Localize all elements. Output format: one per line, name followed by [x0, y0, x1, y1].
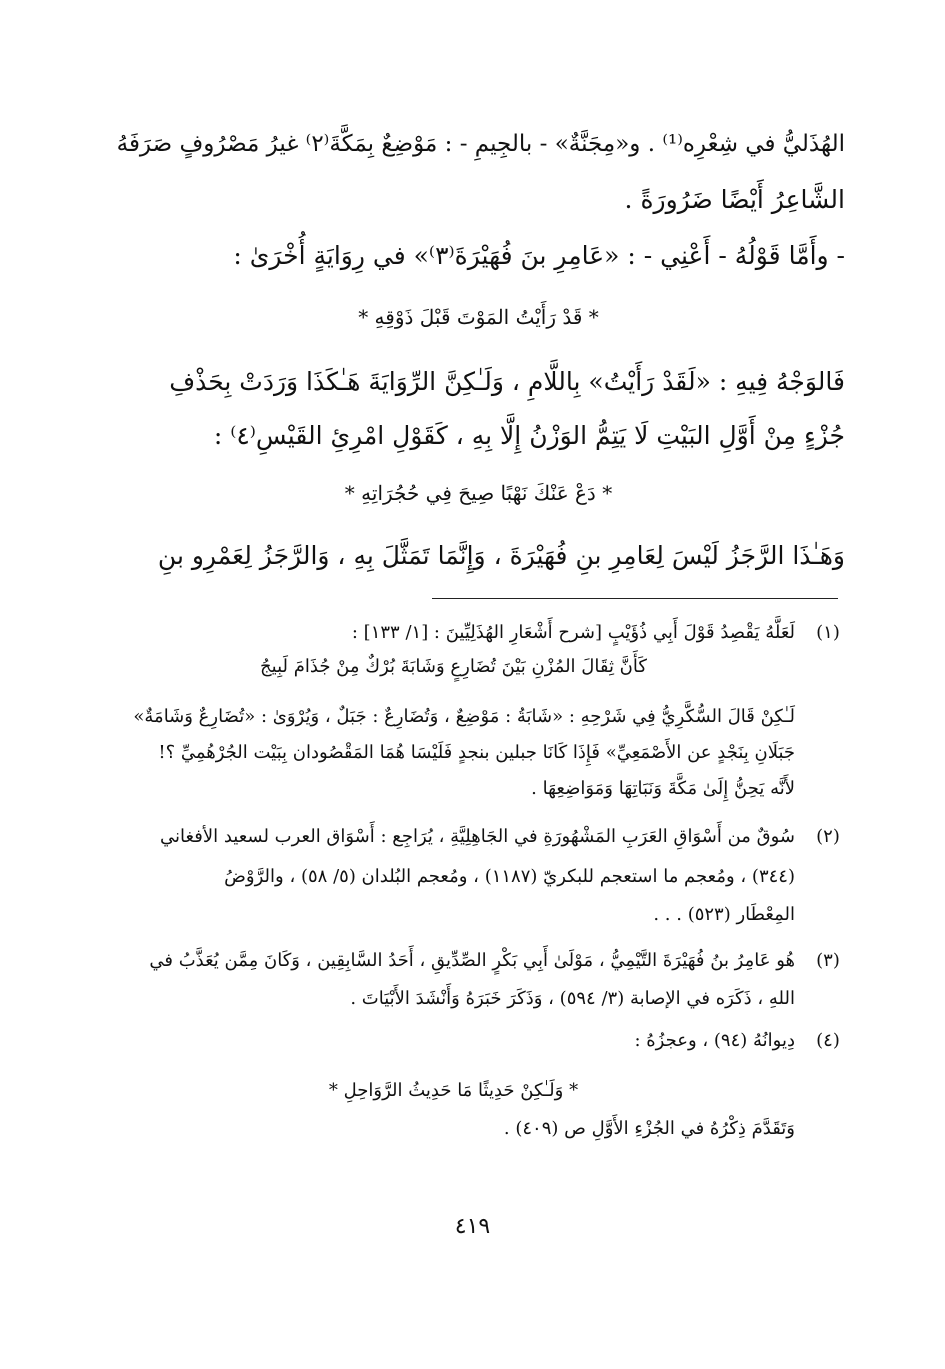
main-text-line-2: الشَّاعِرُ أَيْضًا ضَرُورَةً . [624, 185, 845, 214]
footnote-number: (١) [816, 622, 840, 643]
footnote-number: (٢) [816, 826, 840, 847]
footnote-separator [432, 598, 838, 599]
footnote-line: (٣٤٤) ، ومُعجم ما استعجم للبكريّ (١١٨٧) ، ومُعجم البُلدان (٥/ ٥٨) ، والرَّوْضُ [224, 866, 795, 887]
main-text-line-1: الهُذَليُّ في شِعْرِه⁽¹⁾ . و«مِجَنَّةٌ» - بالجِيمِ - : مَوْضِعٌ بِمَكَّةَ⁽٢⁾ غيرُ مَصْرُوفٍ صَرَفَهُ [116, 131, 845, 157]
verse-quote-2: * دَعْ عَنْكَ نَهْبًا صِيحَ فِي حُجُرَاتِهِ * [344, 481, 613, 505]
footnote-line: وَتَقَدَّمَ ذِكْرُهُ في الجُزْءِ الأَوَّلِ ص (٤٠٩) . [503, 1118, 795, 1139]
footnote-line: دِيوانُهُ (٩٤) ، وعجزُهُ : [634, 1030, 795, 1051]
main-text-line-4: فَالوَجْهُ فِيهِ : «لَقَدْ رَأَيْتُ» بِاللَّامِ ، وَلَـٰكِنَّ الرِّوَايَةَ هَـٰكَذَا وَرَدَتْ بِحَذْفِ [169, 367, 845, 396]
page-number: ٤١٩ [454, 1214, 491, 1239]
footnote-line: سُوقٌ من أَسْوَاقِ العَرَبِ المَشْهُورَةِ في الجَاهِلِيَّةِ ، يُرَاجِع : أَسْوَاق العرب لسعيد الأفغاني [160, 826, 795, 847]
verse-quote-1: * قَدْ رَأَيْتُ المَوْتَ قَبْلَ ذَوْقِهِ * [358, 305, 599, 329]
footnote-verse: كَأَنَّ ثِقَالَ المُزْنِ بَيْنَ تُضَارِعٍ وَشَابَةَ بُرْكٌ مِنْ جُذَامَ لَبِيجُ [260, 656, 647, 677]
footnote-line: اللهِ ، ذَكَرَه في الإصابة (٣/ ٥٩٤) ، وَذَكَرَ خَبَرَهُ وَأَنْشَدَ الأَبْيَاتَ . [350, 988, 795, 1009]
footnote-line: المِعْطَار (٥٢٣) . . . [653, 904, 795, 925]
footnote-line: هُو عَامِرُ بنُ فُهَيْرَةَ التَّيْمِيُّ ، مَوْلَىٰ أَبِي بَكْرٍ الصِّدِّيقِ ، أَحَدُ السَّابِقِين ، وَكَانَ مِمَّن يُعَذَّبُ في [149, 950, 795, 971]
footnote-line: لَـٰكِنْ قَالَ السُّكَّرِيُّ فِي شَرْحِهِ : «شَابَةُ : مَوْضِعٌ ، وَتُضَارِعٌ : جَبَلٌ ، وَيُرْوَىٰ : «تُضَارِعٌ وَشَامَةٌ» [133, 706, 795, 727]
main-text-line-6: وَهَـٰذَا الرَّجَزُ لَيْسَ لِعَامِرِ بنِ فُهَيْرَةَ ، وَإِنَّمَا تَمَثَّلَ بِهِ ، وَالرَّجَزُ لِعَمْرِو بنِ [157, 541, 845, 570]
footnote-line: جَبَلَانِ بِنَجْدٍ عن الأَصْمَعِيِّ» فَإِذَا كَانَا جبلين بنجدٍ فَلَيْسَا هُمَا المَقْصُودان بِبَيْت الجُرْهُمِيِّ ؟! [158, 742, 795, 763]
footnote-number: (٣) [816, 950, 840, 971]
footnote-number: (٤) [816, 1030, 840, 1051]
main-text-line-5: جُزْءٍ مِنْ أَوَّلِ البَيْتِ لَا يَتِمُّ الوَزْنُ إِلَّا بِهِ ، كَقَوْلِ امْرِئِ القَيْسِ⁽٤⁾ : [213, 421, 845, 450]
footnote-line: لأَنَّه يَحِنُّ إِلَىٰ مَكَّةَ وَنَبَاتِهَا وَمَوَاضِعِهَا . [531, 778, 795, 799]
footnote-verse: * وَلَـٰكِنْ حَدِيثًا مَا حَدِيثُ الرَّوَاحِلِ * [328, 1080, 579, 1101]
footnote-line: لَعَلَّهُ يَقْصِدُ قَوْلَ أَبِي ذُؤَيْبٍ [شرح أَشْعَارِ الهُذَلِيِّينَ : [١/ ١٣٣] : [351, 622, 795, 643]
main-text-line-3: - وأَمَّا قَوْلُهُ - أَعْنِي - : «عَامِرِ بنَ فُهَيْرَةَ⁽٣⁾» في رِوَايَةٍ أُخْرَىٰ : [233, 241, 845, 270]
